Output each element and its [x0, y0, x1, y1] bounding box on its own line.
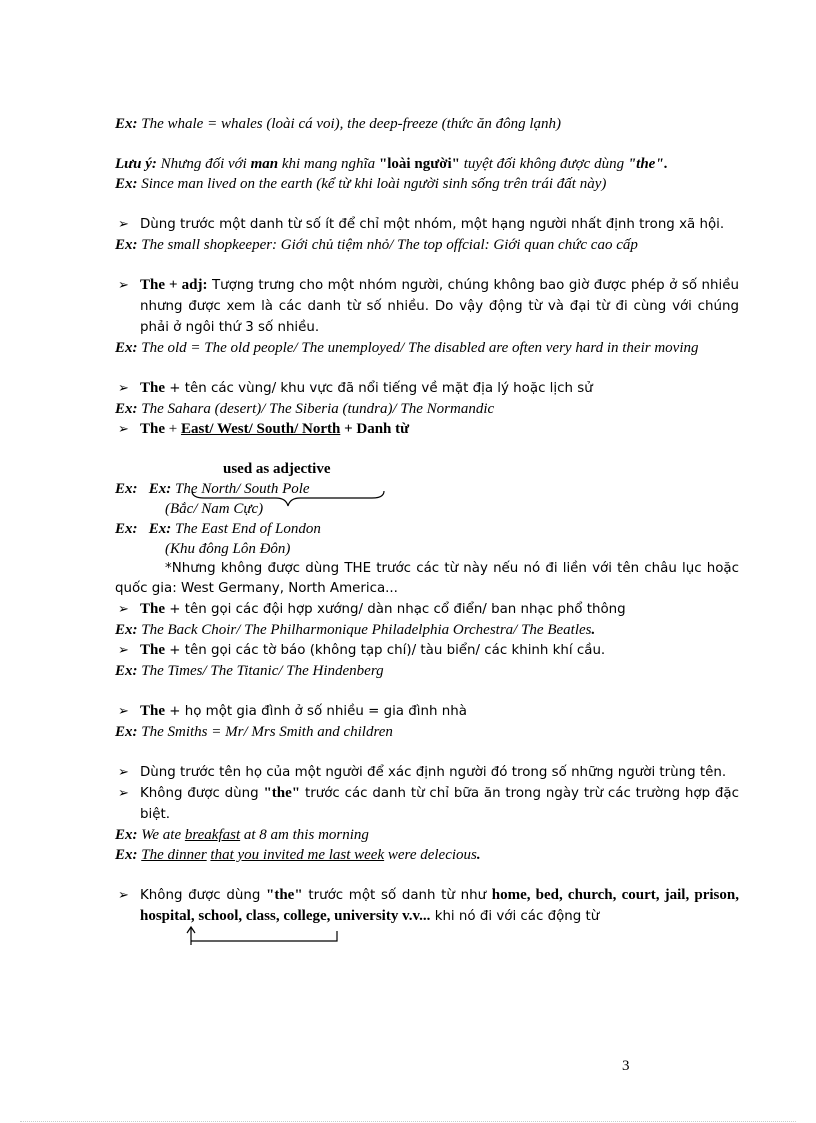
arrow-bullet-icon: ➢: [118, 887, 129, 902]
example-newspapers: Ex: The Times/ The Titanic/ The Hindenberg: [115, 663, 384, 679]
note-man: Lưu ý: Nhưng đối với man khi mang nghĩa "loài người" tuyệt đối không được dùng "the".: [115, 156, 668, 172]
arrow-bullet-icon: ➢: [118, 703, 129, 718]
example-north-pole: Ex: Ex: The North/ South Pole: [115, 481, 310, 497]
example-dinner: Ex: The dinner that you invited me last week were delecious.: [115, 847, 481, 863]
example-shopkeeper: Ex: The small shopkeeper: Giới chủ tiệm nhỏ/ The top offcial: Giới quan chức cao cấp: [115, 237, 638, 253]
footer-divider: [20, 1121, 796, 1122]
arrow-bullet-icon: ➢: [118, 642, 129, 657]
example-choirs: Ex: The Back Choir/ The Philharmonique Philadelphia Orchestra/ The Beatles.: [115, 622, 596, 638]
example-breakfast: Ex: We ate breakfast at 8 am this morning: [115, 827, 369, 843]
bullet-regions: ➢ The + tên các vùng/ khu vực đã nổi tiếng về mặt địa lý hoặc lịch sử: [118, 380, 593, 396]
example-whale: Ex: The whale = whales (loài cá voi), the deep-freeze (thức ăn đông lạnh): [115, 116, 561, 132]
used-as-adjective-label: used as adjective: [223, 461, 331, 477]
example-east-end-translation: (Khu đông Lôn Đôn): [165, 541, 291, 557]
note-continent: *Nhưng không được dùng THE trước các từ này nếu nó đi liền với tên châu lục hoặc quốc gia: West Germany, North America...: [115, 561, 739, 596]
bullet-surname: ➢ Dùng trước tên họ của một người để xác định người đó trong số những người trùng tên.: [118, 764, 727, 780]
page-number: 3: [622, 1058, 630, 1074]
example-north-pole-translation: (Bắc/ Nam Cực): [165, 501, 264, 517]
example-family: Ex: The Smiths = Mr/ Mrs Smith and children: [115, 724, 393, 740]
bullet-singular-group: ➢ Dùng trước một danh từ số ít để chỉ một nhóm, một hạng người nhất định trong xã hội.: [118, 216, 725, 232]
bullet-newspapers: ➢ The + tên gọi các tờ báo (không tạp chí)/ tàu biển/ các khinh khí cầu.: [118, 642, 606, 658]
arrow-bullet-icon: ➢: [118, 601, 129, 616]
bullet-directions: ➢ The + East/ West/ South/ North + Danh từ: [118, 421, 410, 437]
arrow-bullet-icon: ➢: [118, 785, 129, 800]
curly-brace-icon: [190, 489, 386, 509]
arrow-bullet-icon: ➢: [118, 421, 129, 436]
arrow-bullet-icon: ➢: [118, 380, 129, 395]
bullet-meals: ➢ Không được dùng "the" trước các danh từ chỉ bữa ăn trong ngày trừ các trường hợp đặc biệt.: [118, 785, 739, 822]
example-man: Ex: Since man lived on the earth (kể từ khi loài người sinh sống trên trái đất này): [115, 176, 607, 192]
arrow-bullet-icon: ➢: [118, 277, 129, 292]
bullet-home-bed: ➢ Không được dùng "the" trước một số danh từ như home, bed, church, court, jail, prison, hospital, school, class, college, university v.v... khi nó đi với các động từ: [118, 887, 739, 924]
bullet-the-adj: ➢ The + adj: Tượng trưng cho một nhóm người, chúng không bao giờ được phép ở số nhiều nhưng được xem là các danh từ số nhiều. Do vậy động từ và đại từ đi cùng với chúng phải ở ngôi thứ 3 số nhiều.: [118, 277, 739, 335]
bullet-choirs: ➢ The + tên gọi các đội hợp xướng/ dàn nhạc cổ điển/ ban nhạc phổ thông: [118, 601, 626, 617]
example-regions: Ex: The Sahara (desert)/ The Siberia (tundra)/ The Normandic: [115, 401, 495, 417]
relation-arrow-icon: [183, 925, 343, 947]
document-body: [115, 114, 739, 927]
arrow-bullet-icon: ➢: [118, 764, 129, 779]
arrow-bullet-icon: ➢: [118, 216, 129, 231]
example-east-end: Ex: Ex: The East End of London: [115, 521, 321, 537]
example-the-old: Ex: The old = The old people/ The unemployed/ The disabled are often very hard in their moving: [115, 340, 699, 356]
bullet-family: ➢ The + họ một gia đình ở số nhiều = gia đình nhà: [118, 703, 467, 719]
